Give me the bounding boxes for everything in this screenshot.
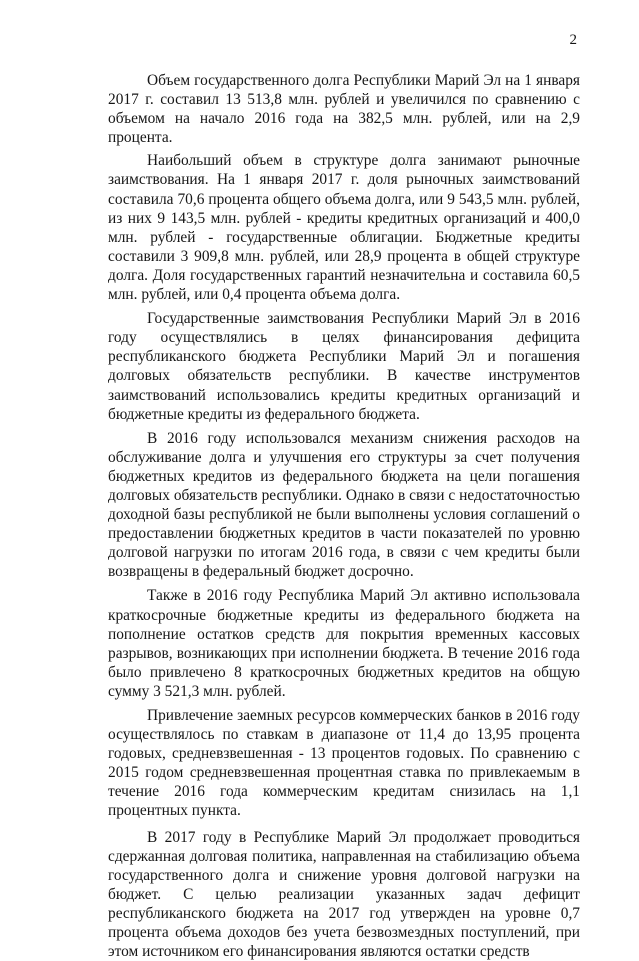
paragraph-debt-structure: Наибольший объем в структуре долга занимают рыночные заимствования. На 1 января 2017 г. доля рыночных заимствований составила 70,6 процента общего объема долга, или 9 543,5 млн. рублей, из них 9 143,5 млн. рублей - кредиты кредитных организаций и 400,0 млн. рублей - государственные облигации. Бюджетные кредиты составили 3 909,8 млн. рублей, или 28,9 процента в общей структуре долга. Доля государственных гарантий незначительна и составила 60,5 млн. рублей, или 0,4 процента объема долга. bbox=[108, 152, 580, 304]
paragraph-debt-service-mechanism: В 2016 году использовался механизм снижения расходов на обслуживание долга и улучшения его структуры за счет получения бюджетных кредитов из федерального бюджета на цели погашения долговых обязательств республики. Однако в связи с недостаточностью доходной базы республикой не были выполнены условия соглашений о предоставлении бюджетных кредитов в части показателей по уровню долговой нагрузки по итогам 2016 года, в связи с чем кредиты были возвращены в федеральный бюджет досрочно. bbox=[108, 429, 580, 581]
paragraph-debt-policy-2017: В 2017 году в Республике Марий Эл продолжает проводиться сдержанная долговая политика, направленная на стабилизацию объема государственного долга и снижение уровня долговой нагрузки на бюджет. С целью реализации указанных задач дефицит республиканского бюджета на 2017 год утвержден на уровне 0,7 процента объема доходов без учета безвозмездных поступлений, при этом источником его финансирования являются остатки средств bbox=[108, 828, 580, 961]
paragraph-state-borrowings: Государственные заимствования Республики Марий Эл в 2016 году осуществлялись в целях финансирования дефицита республиканского бюджета Республики Марий Эл и погашения долговых обязательств республики. В качестве инструментов заимствований использовались кредиты кредитных организаций и бюджетные кредиты из федерального бюджета. bbox=[108, 310, 580, 423]
document-body bbox=[108, 71, 580, 961]
paragraph-commercial-bank-rates: Привлечение заемных ресурсов коммерческих банков в 2016 году осуществлялось по ставкам в диапазоне от 11,4 до 13,95 процента годовых, средневзвешенная - 13 процентов годовых. По сравнению с 2015 годом средневзвешенная процентная ставка по привлекаемым в течение 2016 года коммерческим кредитам снизилась на 1,1 процентных пункта. bbox=[108, 707, 580, 820]
paragraph-debt-volume: Объем государственного долга Республики Марий Эл на 1 января 2017 г. составил 13 513,8 млн. рублей и увеличился по сравнению с объемом на начало 2016 года на 382,5 млн. рублей, или на 2,9 процента. bbox=[108, 72, 580, 147]
page-number: 2 bbox=[569, 32, 577, 48]
paragraph-short-term-credits: Также в 2016 году Республика Марий Эл активно использовала краткосрочные бюджетные кредиты из федерального бюджета на пополнение остатков средств для покрытия временных кассовых разрывов, возникающих при исполнении бюджета. В течение 2016 года было привлечено 8 краткосрочных бюджетных кредитов на общую сумму 3 521,3 млн. рублей. bbox=[108, 587, 580, 700]
